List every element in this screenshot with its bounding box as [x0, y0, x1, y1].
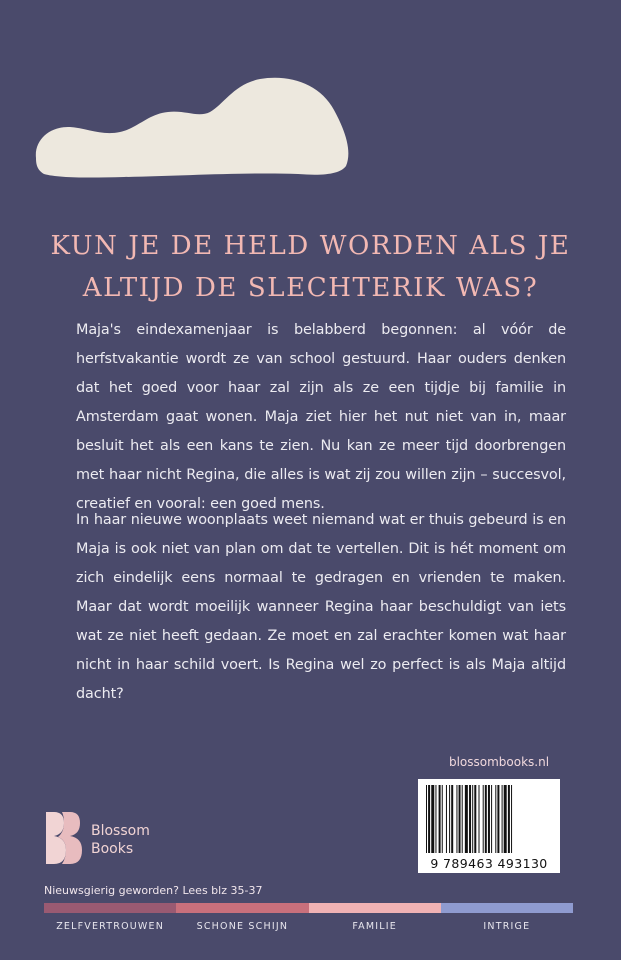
tag-label-intrige: INTRIGE: [483, 921, 531, 932]
barcode-bar: [502, 785, 503, 853]
barcode-bar: [495, 785, 496, 853]
blossom-logo-icon: [44, 810, 82, 866]
barcode-bar: [491, 785, 492, 853]
cloud-illustration: [28, 70, 360, 182]
barcode-bar: [428, 785, 430, 853]
tag-bar-segment-2: [176, 903, 308, 913]
headline: [0, 225, 621, 309]
tag-bar-segment-4: [441, 903, 573, 913]
barcode-bar: [488, 785, 490, 853]
barcode-bar: [497, 785, 499, 853]
barcode-bars: [424, 785, 554, 853]
barcode-bar: [442, 785, 443, 853]
barcode-bar: [449, 785, 450, 853]
barcode-bar: [469, 785, 471, 853]
barcode-bar: [431, 785, 434, 853]
barcode-bar: [451, 785, 453, 853]
headline-line-2: ALTIJD DE SLECHTERIK WAS?: [82, 273, 539, 303]
barcode-bar: [462, 785, 463, 853]
barcode-bar: [456, 785, 457, 853]
barcode-bar: [511, 785, 512, 853]
headline-line-1: KUN JE DE HELD WORDEN ALS JE: [50, 231, 571, 261]
blurb-paragraph-2: In haar nieuwe woonplaats weet niemand wat er thuis gebeurd is en Maja is ook niet van plan om dat te vertellen. Dit is hét moment om zich eindelijk eens normaal te gedragen en vrienden te maken. Maar dat wordt moeilijk wanneer Regina haar beschuldigt van iets wat ze niet heeft gedaan. Ze moet en zal erachter komen wat haar nicht in haar schild voert. Is Regina wel zo perfect is als Maja altijd dacht?: [76, 512, 566, 702]
barcode-bar: [508, 785, 510, 853]
isbn-number: 9 789463 493130: [430, 856, 548, 871]
barcode-bar: [504, 785, 507, 853]
barcode-bar: [465, 785, 468, 853]
barcode-bar: [446, 785, 447, 853]
barcode-bar: [474, 785, 476, 853]
barcode-bar: [479, 785, 480, 853]
tag-labels: [44, 921, 573, 932]
publisher-line-1: Blossom: [91, 823, 150, 839]
tag-label-schone-schijn: SCHONE SCHIJN: [196, 921, 289, 932]
barcode: [418, 779, 560, 873]
tag-bar-segment-3: [309, 903, 441, 913]
barcode-bar: [485, 785, 487, 853]
publisher-name: [91, 822, 150, 858]
tag-label-familie: FAMILIE: [352, 921, 397, 932]
barcode-bar: [439, 785, 441, 853]
teaser-text: Nieuwsgierig geworden? Lees blz 35-37: [44, 884, 263, 897]
barcode-bar: [472, 785, 473, 853]
tag-bar-segment-1: [44, 903, 176, 913]
blurb-paragraph-1: Maja's eindexamenjaar is belabberd begonnen: al vóór de herfstvakantie wordt ze van school gestuurd. Haar ouders denken dat het goed voor haar zal zijn als ze een tijdje bij familie in Amsterdam gaat wonen. Maja ziet hier het nut niet van in, maar besluit het als een kans te zien. Nu kan ze meer tijd doorbrengen met haar nicht Regina, die alles is wat zij zou willen zijn – succesvol, creatief en vooral: een goed mens.: [76, 322, 566, 512]
barcode-bar: [426, 785, 427, 853]
website-url[interactable]: blossombooks.nl: [448, 755, 550, 769]
tag-color-bar: [44, 903, 573, 913]
tag-label-zelfvertrouwen: ZELFVERTROUWEN: [56, 921, 165, 932]
barcode-bar: [483, 785, 484, 853]
publisher-line-2: Books: [91, 841, 134, 857]
barcode-bar: [459, 785, 461, 853]
barcode-bar: [435, 785, 436, 853]
